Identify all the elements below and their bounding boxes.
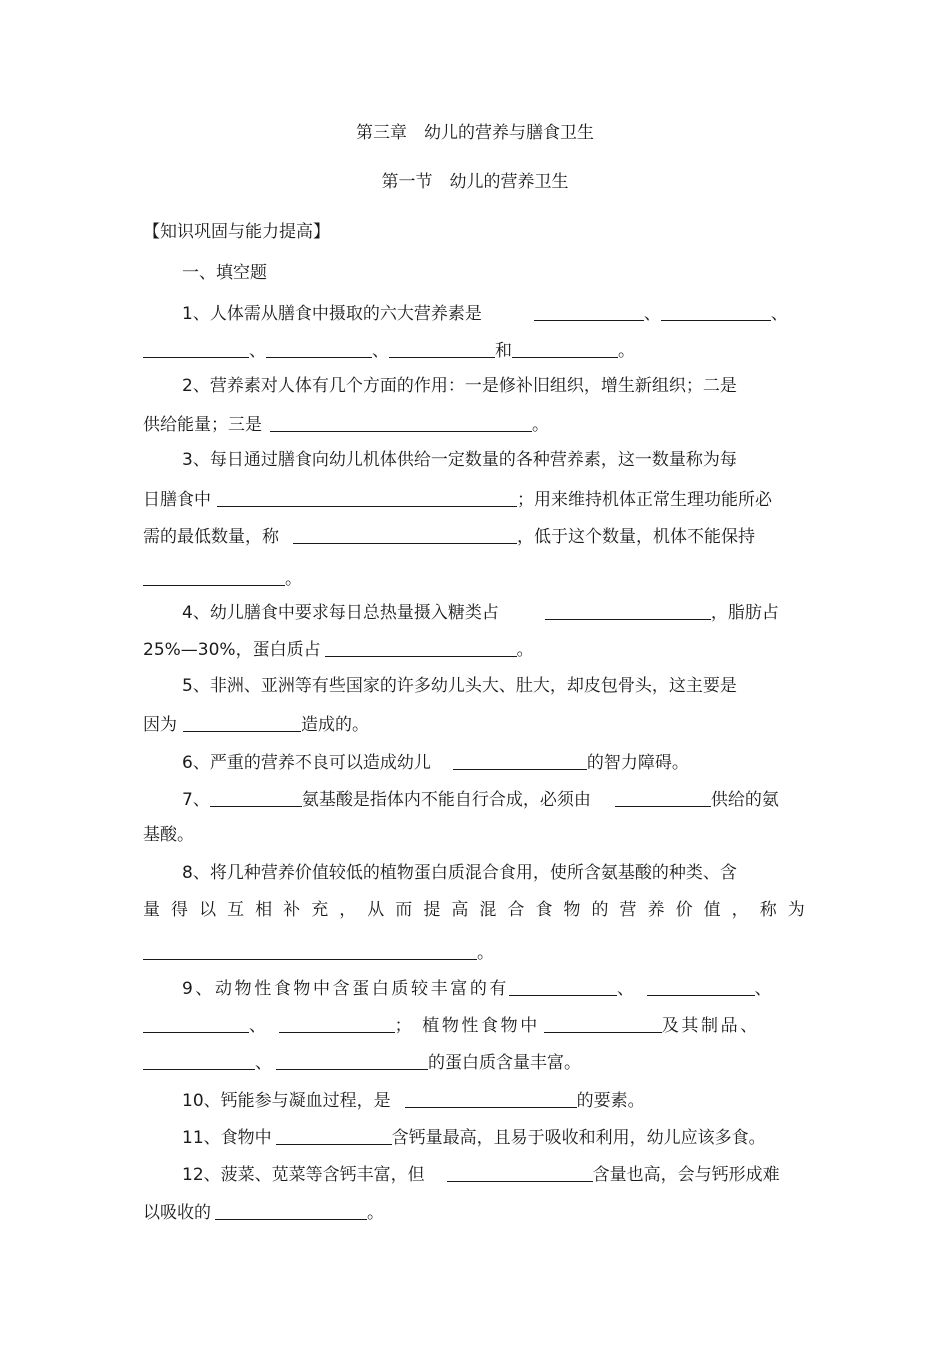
q3-line3: 需的最低数量，称 ，低于这个数量，机体不能保持 bbox=[143, 522, 755, 548]
q9-blank-3[interactable] bbox=[143, 1013, 249, 1033]
q1-blank-1[interactable] bbox=[534, 301, 644, 321]
q8-char: 混 bbox=[479, 900, 497, 920]
q3-line4: 。 bbox=[143, 564, 302, 590]
q10-line: 10、钙能参与凝血过程，是 的要素。 bbox=[182, 1086, 645, 1112]
q9-blank-6[interactable] bbox=[143, 1050, 255, 1070]
q8-char: 价 bbox=[675, 900, 693, 920]
q8-line3: 。 bbox=[143, 938, 494, 964]
q1-blank-4[interactable] bbox=[266, 338, 372, 358]
q5-blank[interactable] bbox=[183, 712, 301, 732]
q4-blank-1[interactable] bbox=[545, 600, 711, 620]
q1-text: 1、人体需从膳食中摄取的六大营养素是 bbox=[182, 304, 482, 324]
q12-line1: 12、菠菜、苋菜等含钙丰富，但 含量也高，会与钙形成难 bbox=[182, 1160, 780, 1186]
q8-char: 值 bbox=[703, 900, 721, 920]
part-title: 一、填空题 bbox=[182, 263, 267, 283]
q8-char: 物 bbox=[563, 900, 581, 920]
q10-blank[interactable] bbox=[405, 1088, 577, 1108]
q4-blank-2[interactable] bbox=[325, 637, 517, 657]
q8-char: 营 bbox=[619, 900, 637, 920]
q1-blank-3[interactable] bbox=[143, 338, 249, 358]
q8-char: 称 bbox=[759, 900, 777, 920]
q9-line1: 9、动物性食物中含蛋白质较丰富的有 、 、 bbox=[182, 974, 774, 1000]
q6-line: 6、严重的营养不良可以造成幼儿 的智力障碍。 bbox=[182, 748, 689, 774]
q9-blank-5[interactable] bbox=[544, 1013, 662, 1033]
q8-char: 补 bbox=[283, 900, 301, 920]
q3-line1: 3、每日通过膳食向幼儿机体供给一定数量的各种营养素，这一数量称为每 bbox=[182, 450, 737, 470]
q4-line2: 25%—30%，蛋白质占 。 bbox=[143, 635, 534, 661]
q12-blank-1[interactable] bbox=[447, 1162, 593, 1182]
q11-blank[interactable] bbox=[276, 1125, 392, 1145]
page-title: 第三章 幼儿的营养与膳食卫生 bbox=[356, 123, 594, 143]
q1-line1: 1、人体需从膳食中摄取的六大营养素是 、 、 bbox=[182, 299, 788, 325]
q8-char: 为 bbox=[787, 900, 805, 920]
q8-char: 的 bbox=[591, 900, 609, 920]
q7-blank-1[interactable] bbox=[210, 787, 302, 807]
q1-blank-6[interactable] bbox=[512, 338, 618, 358]
q12-line2: 以吸收的 。 bbox=[143, 1198, 384, 1224]
q8-char: 量 bbox=[143, 900, 160, 920]
q8-char: ， bbox=[339, 900, 357, 920]
q9-line3: 、 的蛋白质含量丰富。 bbox=[143, 1048, 581, 1074]
q11-line: 11、食物中 含钙量最高，且易于吸收和利用，幼儿应该多食。 bbox=[182, 1123, 766, 1149]
q9-blank-7[interactable] bbox=[276, 1050, 428, 1070]
q6-blank[interactable] bbox=[453, 750, 587, 770]
q8-blank[interactable] bbox=[143, 940, 477, 960]
q8-char: 互 bbox=[227, 900, 245, 920]
q3-blank-2[interactable] bbox=[293, 524, 517, 544]
q12-blank-2[interactable] bbox=[215, 1200, 367, 1220]
q8-char: 食 bbox=[535, 900, 553, 920]
q4-line1: 4、幼儿膳食中要求每日总热量摄入糖类占 ，脂肪占 bbox=[182, 598, 779, 624]
q8-char: 提 bbox=[423, 900, 441, 920]
q5-line2: 因为 造成的。 bbox=[143, 710, 369, 736]
q8-char: 而 bbox=[395, 900, 413, 920]
q8-line1: 8、将几种营养价值较低的植物蛋白质混合食用，使所含氨基酸的种类、含 bbox=[182, 863, 737, 883]
q8-char: 以 bbox=[199, 900, 217, 920]
q8-line2 bbox=[143, 897, 805, 923]
q5-line1: 5、非洲、亚洲等有些国家的许多幼儿头大、肚大，却皮包骨头，这主要是 bbox=[182, 676, 737, 696]
q8-char: 合 bbox=[507, 900, 525, 920]
q3-blank-3[interactable] bbox=[143, 566, 285, 586]
q9-blank-4[interactable] bbox=[279, 1013, 395, 1033]
q7-line1: 7、 氨基酸是指体内不能自行合成，必须由 供给的氨 bbox=[182, 785, 779, 811]
q8-char: 从 bbox=[367, 900, 385, 920]
q8-char: 得 bbox=[171, 900, 189, 920]
q9-line2: 、 ； 植物性食物中 及其制品、 bbox=[143, 1011, 760, 1037]
q1-blank-5[interactable] bbox=[389, 338, 495, 358]
q9-blank-1[interactable] bbox=[509, 976, 617, 996]
q2-blank[interactable] bbox=[270, 412, 532, 432]
q1-blank-2[interactable] bbox=[661, 301, 771, 321]
q7-line2: 基酸。 bbox=[143, 825, 194, 845]
section-title: 第一节 幼儿的营养卫生 bbox=[381, 172, 569, 192]
q8-char: 高 bbox=[451, 900, 469, 920]
q2-line1: 2、营养素对人体有几个方面的作用：一是修补旧组织，增生新组织；二是 bbox=[182, 376, 737, 396]
q3-line2: 日膳食中 ；用来维持机体正常生理功能所必 bbox=[143, 485, 772, 511]
heading: 【知识巩固与能力提高】 bbox=[143, 222, 330, 242]
q8-char: 充 bbox=[311, 900, 329, 920]
q8-char: 相 bbox=[255, 900, 273, 920]
q8-char: 养 bbox=[647, 900, 665, 920]
q9-blank-2[interactable] bbox=[647, 976, 755, 996]
q7-blank-2[interactable] bbox=[615, 787, 711, 807]
q8-char: ， bbox=[731, 900, 749, 920]
q3-blank-1[interactable] bbox=[217, 487, 517, 507]
q2-line2: 供给能量；三是 。 bbox=[143, 410, 549, 436]
q1-line2: 、 、 和 。 bbox=[143, 336, 635, 362]
